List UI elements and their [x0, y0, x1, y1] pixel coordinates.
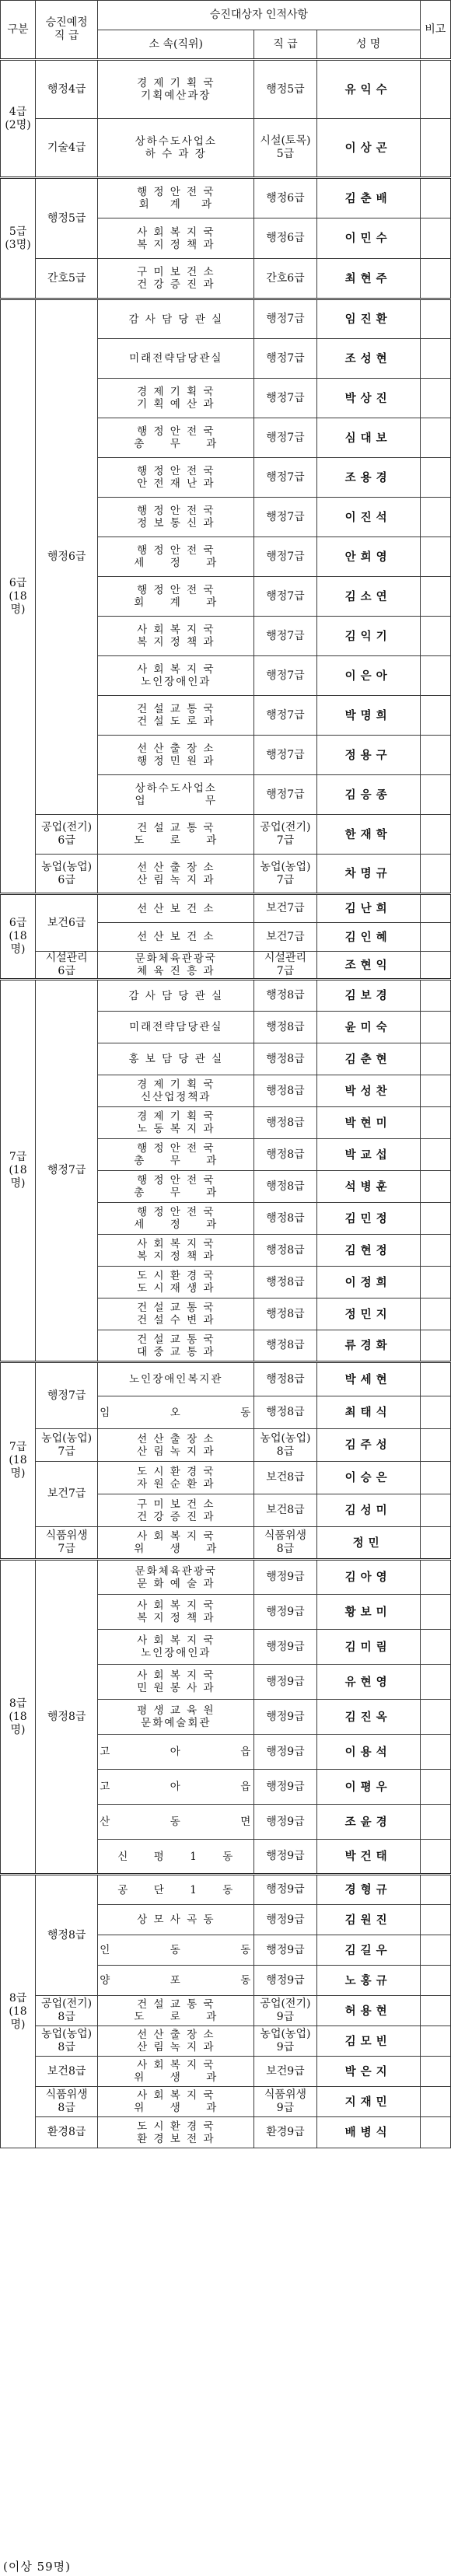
- name-cell: 이정희: [316, 1267, 420, 1298]
- dept-cell: 선 산 출 장 소 산 림 녹 지 과: [98, 2026, 254, 2057]
- remark-cell: [420, 1665, 450, 1700]
- rank-cell: 행정6급: [254, 178, 316, 218]
- remark-cell: [420, 1171, 450, 1203]
- remark-cell: [420, 1075, 450, 1107]
- rank-cell: 행정8급: [254, 1139, 316, 1171]
- remark-cell: [420, 1107, 450, 1139]
- dept-cell: 구 미 보 건 소 건 강 증 진 과: [98, 259, 254, 299]
- dept-cell: 행 정 안 전 국 회 계 과: [98, 577, 254, 617]
- dept-cell: 상하수도사업소 하 수 과 장: [98, 119, 254, 178]
- table-row: [1, 952, 451, 980]
- rank-cell: 행정6급: [254, 218, 316, 259]
- name-cell: 정민지: [316, 1298, 420, 1330]
- name-cell: 김현정: [316, 1235, 420, 1267]
- rank-cell: 행정7급: [254, 577, 316, 617]
- grade-cell: 행정7급: [36, 1362, 98, 1429]
- remark-cell: [420, 1462, 450, 1494]
- grade-cell: 행정4급: [36, 60, 98, 119]
- remark-cell: [420, 1527, 450, 1560]
- remark-cell: [420, 119, 450, 178]
- rank-cell: 행정8급: [254, 1330, 316, 1362]
- remark-cell: [420, 1494, 450, 1527]
- rank-cell: 행정7급: [254, 617, 316, 656]
- grade-cell: 행정8급: [36, 1560, 98, 1875]
- rank-cell: 행정9급: [254, 1966, 316, 1996]
- rank-cell: 행정8급: [254, 1012, 316, 1043]
- name-cell: 정민: [316, 1527, 420, 1560]
- remark-cell: [420, 218, 450, 259]
- rank-cell: 간호6급: [254, 259, 316, 299]
- rank-cell: 행정8급: [254, 1107, 316, 1139]
- remark-cell: [420, 1267, 450, 1298]
- dept-cell: 행 정 안 전 국 정 보 통 신 과: [98, 498, 254, 537]
- remark-cell: [420, 259, 450, 299]
- name-cell: 김보경: [316, 980, 420, 1012]
- name-cell: 조윤경: [316, 1805, 420, 1840]
- rank-cell: 행정9급: [254, 1905, 316, 1935]
- name-cell: 허용현: [316, 1996, 420, 2026]
- dept-cell: 문화체육관광국 문 화 예 술 과: [98, 1560, 254, 1595]
- remark-cell: [420, 1840, 450, 1875]
- remark-cell: [420, 1630, 450, 1665]
- dept-cell: 도 시 환 경 국 도 시 재 생 과: [98, 1267, 254, 1298]
- remark-cell: [420, 2087, 450, 2117]
- rank-cell: 행정8급: [254, 1171, 316, 1203]
- name-cell: 김원진: [316, 1905, 420, 1935]
- remark-cell: [420, 1396, 450, 1429]
- name-cell: 이평우: [316, 1770, 420, 1805]
- dept-cell: 사 회 복 지 국 민 원 봉 사 과: [98, 1665, 254, 1700]
- grade-cell: 농업(농업) 6급: [36, 855, 98, 894]
- remark-cell: [420, 1770, 450, 1805]
- header-rank: 직 급: [254, 30, 316, 60]
- grade-cell: 농업(농업) 7급: [36, 1429, 98, 1462]
- remark-cell: [420, 379, 450, 418]
- dept-cell: 평 생 교 육 원 문화예술회관: [98, 1700, 254, 1735]
- grade-cell: 보건7급: [36, 1462, 98, 1527]
- category-cell: 7급 (18명): [1, 1362, 36, 1560]
- name-cell: 이승은: [316, 1462, 420, 1494]
- dept-cell: 구 미 보 건 소 건 강 증 진 과: [98, 1494, 254, 1527]
- remark-cell: [420, 2026, 450, 2057]
- rank-cell: 행정9급: [254, 1840, 316, 1875]
- rank-cell: 행정8급: [254, 1203, 316, 1235]
- dept-cell: 사 회 복 지 국 복 지 정 책 과: [98, 617, 254, 656]
- dept-cell: 행 정 안 전 국 총 무 과: [98, 1139, 254, 1171]
- category-cell: 4급 (2명): [1, 60, 36, 178]
- rank-cell: 행정9급: [254, 1665, 316, 1700]
- name-cell: 조현익: [316, 952, 420, 980]
- rank-cell: 행정8급: [254, 1396, 316, 1429]
- remark-cell: [420, 1362, 450, 1396]
- rank-cell: 보건7급: [254, 923, 316, 952]
- category-cell: 8급 (18명): [1, 1560, 36, 1875]
- rank-cell: 행정9급: [254, 1875, 316, 1905]
- rank-cell: 보건8급: [254, 1462, 316, 1494]
- dept-cell: 노인장애인복지관: [98, 1362, 254, 1396]
- dept-cell: 양 포 동: [98, 1966, 254, 1996]
- name-cell: 지재민: [316, 2087, 420, 2117]
- name-cell: 김모빈: [316, 2026, 420, 2057]
- remark-cell: [420, 775, 450, 815]
- remark-cell: [420, 458, 450, 498]
- table-row: [1, 2057, 451, 2087]
- rank-cell: 공업(전기) 7급: [254, 815, 316, 855]
- remark-cell: [420, 299, 450, 339]
- rank-cell: 보건8급: [254, 1494, 316, 1527]
- rank-cell: 행정8급: [254, 1362, 316, 1396]
- remark-cell: [420, 577, 450, 617]
- rank-cell: 행정7급: [254, 736, 316, 775]
- name-cell: 김춘배: [316, 178, 420, 218]
- remark-cell: [420, 952, 450, 980]
- rank-cell: 농업(농업) 7급: [254, 855, 316, 894]
- remark-cell: [420, 1805, 450, 1840]
- name-cell: 최태식: [316, 1396, 420, 1429]
- table-row: [1, 178, 451, 218]
- grade-cell: 보건8급: [36, 2057, 98, 2087]
- dept-cell: 고 아 읍: [98, 1770, 254, 1805]
- name-cell: 조용경: [316, 458, 420, 498]
- remark-cell: [420, 656, 450, 696]
- rank-cell: 행정9급: [254, 1700, 316, 1735]
- remark-cell: [420, 1996, 450, 2026]
- rank-cell: 행정7급: [254, 498, 316, 537]
- rank-cell: 보건9급: [254, 2057, 316, 2087]
- dept-cell: 건 설 교 통 국 도 로 과: [98, 815, 254, 855]
- table-row: [1, 119, 451, 178]
- name-cell: 박세현: [316, 1362, 420, 1396]
- dept-cell: 선 산 출 장 소 산 림 녹 지 과: [98, 855, 254, 894]
- name-cell: 안희영: [316, 537, 420, 577]
- grade-cell: 공업(전기) 8급: [36, 1996, 98, 2026]
- rank-cell: 농업(농업) 8급: [254, 1429, 316, 1462]
- rank-cell: 행정9급: [254, 1935, 316, 1966]
- table-row: [1, 1362, 451, 1396]
- dept-cell: 행 정 안 전 국 총 무 과: [98, 418, 254, 458]
- name-cell: 김소연: [316, 577, 420, 617]
- rank-cell: 행정5급: [254, 60, 316, 119]
- dept-cell: 임 오 동: [98, 1396, 254, 1429]
- dept-cell: 경 제 기 획 국 노 동 복 지 과: [98, 1107, 254, 1139]
- footnote: (이상 59명): [3, 2560, 72, 2574]
- dept-cell: 행 정 안 전 국 세 정 과: [98, 537, 254, 577]
- remark-cell: [420, 1735, 450, 1770]
- rank-cell: 행정9급: [254, 1560, 316, 1595]
- dept-cell: 미래전략담당관실: [98, 339, 254, 379]
- name-cell: 박상진: [316, 379, 420, 418]
- rank-cell: 행정7급: [254, 379, 316, 418]
- name-cell: 유현영: [316, 1665, 420, 1700]
- dept-cell: 미래전략담당관실: [98, 1012, 254, 1043]
- rank-cell: 행정9급: [254, 1735, 316, 1770]
- remark-cell: [420, 418, 450, 458]
- name-cell: 류경화: [316, 1330, 420, 1362]
- rank-cell: 행정8급: [254, 980, 316, 1012]
- dept-cell: 인 동 동: [98, 1935, 254, 1966]
- table-row: [1, 855, 451, 894]
- grade-cell: 행정8급: [36, 1875, 98, 1996]
- table-row: [1, 2087, 451, 2117]
- table-row: [1, 2117, 451, 2148]
- grade-cell: 식품위생 7급: [36, 1527, 98, 1560]
- table-row: [1, 299, 451, 339]
- rank-cell: 식품위생 8급: [254, 1527, 316, 1560]
- grade-cell: 행정6급: [36, 299, 98, 815]
- name-cell: 김응종: [316, 775, 420, 815]
- name-cell: 김주성: [316, 1429, 420, 1462]
- grade-cell: 보건6급: [36, 894, 98, 952]
- name-cell: 김난희: [316, 894, 420, 923]
- dept-cell: 선 산 보 건 소: [98, 923, 254, 952]
- name-cell: 박현미: [316, 1107, 420, 1139]
- header-grade: 승진예정 직 급: [36, 1, 98, 60]
- dept-cell: 건 설 교 통 국 건 설 도 로 과: [98, 696, 254, 736]
- grade-cell: 기술4급: [36, 119, 98, 178]
- table-row: [1, 1875, 451, 1905]
- name-cell: 조성현: [316, 339, 420, 379]
- name-cell: 박명희: [316, 696, 420, 736]
- name-cell: 최현주: [316, 259, 420, 299]
- table-row: [1, 815, 451, 855]
- rank-cell: 시설관리 7급: [254, 952, 316, 980]
- name-cell: 심대보: [316, 418, 420, 458]
- remark-cell: [420, 617, 450, 656]
- remark-cell: [420, 1330, 450, 1362]
- rank-cell: 행정9급: [254, 1630, 316, 1665]
- remark-cell: [420, 1905, 450, 1935]
- table-row: [1, 980, 451, 1012]
- dept-cell: 문화체육관광국 체 육 진 흥 과: [98, 952, 254, 980]
- category-cell: 7급 (18명): [1, 980, 36, 1362]
- table-row: [1, 894, 451, 923]
- grade-cell: 식품위생 8급: [36, 2087, 98, 2117]
- dept-cell: 상 모 사 곡 동: [98, 1905, 254, 1935]
- grade-cell: 행정5급: [36, 178, 98, 259]
- remark-cell: [420, 923, 450, 952]
- name-cell: 정용구: [316, 736, 420, 775]
- category-cell: 5급 (3명): [1, 178, 36, 299]
- dept-cell: 행 정 안 전 국 총 무 과: [98, 1171, 254, 1203]
- name-cell: 이은아: [316, 656, 420, 696]
- remark-cell: [420, 980, 450, 1012]
- table-row: [1, 1429, 451, 1462]
- rank-cell: 행정7급: [254, 656, 316, 696]
- remark-cell: [420, 1875, 450, 1905]
- remark-cell: [420, 1298, 450, 1330]
- grade-cell: 행정7급: [36, 980, 98, 1362]
- rank-cell: 행정8급: [254, 1235, 316, 1267]
- dept-cell: 행 정 안 전 국 세 정 과: [98, 1203, 254, 1235]
- rank-cell: 행정8급: [254, 1043, 316, 1075]
- remark-cell: [420, 1043, 450, 1075]
- remark-cell: [420, 1560, 450, 1595]
- dept-cell: 경 제 기 획 국 기획예산과장: [98, 60, 254, 119]
- rank-cell: 환경9급: [254, 2117, 316, 2148]
- dept-cell: 산 동 면: [98, 1805, 254, 1840]
- name-cell: 유익수: [316, 60, 420, 119]
- name-cell: 김길우: [316, 1935, 420, 1966]
- header-dept: 소 속(직위): [98, 30, 254, 60]
- remark-cell: [420, 1139, 450, 1171]
- dept-cell: 건 설 교 통 국 건 설 수 변 과: [98, 1298, 254, 1330]
- name-cell: 윤미숙: [316, 1012, 420, 1043]
- table-row: [1, 1560, 451, 1595]
- rank-cell: 행정8급: [254, 1075, 316, 1107]
- remark-cell: [420, 1700, 450, 1735]
- category-cell: 6급 (18명): [1, 299, 36, 894]
- rank-cell: 행정7급: [254, 537, 316, 577]
- rank-cell: 행정7급: [254, 775, 316, 815]
- rank-cell: 시설(토목) 5급: [254, 119, 316, 178]
- name-cell: 김미림: [316, 1630, 420, 1665]
- header-category: 구분: [1, 1, 36, 60]
- name-cell: 박건태: [316, 1840, 420, 1875]
- header-remark: 비고: [420, 1, 450, 60]
- rank-cell: 행정7급: [254, 299, 316, 339]
- dept-cell: 상하수도사업소 업 무: [98, 775, 254, 815]
- name-cell: 한재학: [316, 815, 420, 855]
- remark-cell: [420, 178, 450, 218]
- name-cell: 이상곤: [316, 119, 420, 178]
- rank-cell: 행정7급: [254, 339, 316, 379]
- dept-cell: 공 단 1 동: [98, 1875, 254, 1905]
- rank-cell: 식품위생 9급: [254, 2087, 316, 2117]
- rank-cell: 농업(농업) 9급: [254, 2026, 316, 2057]
- remark-cell: [420, 1595, 450, 1630]
- dept-cell: 감 사 담 당 관 실: [98, 299, 254, 339]
- dept-cell: 신 평 1 동: [98, 1840, 254, 1875]
- remark-cell: [420, 60, 450, 119]
- table-row: [1, 2026, 451, 2057]
- name-cell: 김익기: [316, 617, 420, 656]
- remark-cell: [420, 894, 450, 923]
- grade-cell: 환경8급: [36, 2117, 98, 2148]
- name-cell: 석병훈: [316, 1171, 420, 1203]
- remark-cell: [420, 855, 450, 894]
- name-cell: 이민수: [316, 218, 420, 259]
- dept-cell: 행 정 안 전 국 안 전 재 난 과: [98, 458, 254, 498]
- name-cell: 노홍규: [316, 1966, 420, 1996]
- category-cell: 6급 (18명): [1, 894, 36, 980]
- table-row: [1, 1996, 451, 2026]
- remark-cell: [420, 537, 450, 577]
- header-row-1: [1, 1, 451, 30]
- name-cell: 차명규: [316, 855, 420, 894]
- dept-cell: 사 회 복 지 국 위 생 과: [98, 2057, 254, 2087]
- table-row: [1, 1527, 451, 1560]
- remark-cell: [420, 1012, 450, 1043]
- remark-cell: [420, 1203, 450, 1235]
- name-cell: 김춘현: [316, 1043, 420, 1075]
- rank-cell: 행정7급: [254, 418, 316, 458]
- dept-cell: 홍 보 담 당 관 실: [98, 1043, 254, 1075]
- table-row: [1, 1462, 451, 1494]
- dept-cell: 선 산 보 건 소: [98, 894, 254, 923]
- rank-cell: 보건7급: [254, 894, 316, 923]
- header-name: 성 명: [316, 30, 420, 60]
- name-cell: 황보미: [316, 1595, 420, 1630]
- dept-cell: 선 산 출 장 소 행 정 민 원 과: [98, 736, 254, 775]
- rank-cell: 행정9급: [254, 1770, 316, 1805]
- name-cell: 경형규: [316, 1875, 420, 1905]
- dept-cell: 사 회 복 지 국 복 지 정 책 과: [98, 1595, 254, 1630]
- dept-cell: 사 회 복 지 국 노인장애인과: [98, 1630, 254, 1665]
- remark-cell: [420, 696, 450, 736]
- remark-cell: [420, 2057, 450, 2087]
- name-cell: 김인혜: [316, 923, 420, 952]
- grade-cell: 공업(전기) 6급: [36, 815, 98, 855]
- remark-cell: [420, 736, 450, 775]
- rank-cell: 행정7급: [254, 458, 316, 498]
- dept-cell: 사 회 복 지 국 복 지 정 책 과: [98, 218, 254, 259]
- dept-cell: 사 회 복 지 국 복 지 정 책 과: [98, 1235, 254, 1267]
- rank-cell: 행정8급: [254, 1298, 316, 1330]
- grade-cell: 농업(농업) 8급: [36, 2026, 98, 2057]
- rank-cell: 행정9급: [254, 1595, 316, 1630]
- dept-cell: 경 제 기 획 국 신산업정책과: [98, 1075, 254, 1107]
- dept-cell: 선 산 출 장 소 산 림 녹 지 과: [98, 1429, 254, 1462]
- dept-cell: 건 설 교 통 국 도 로 과: [98, 1996, 254, 2026]
- remark-cell: [420, 2117, 450, 2148]
- dept-cell: 사 회 복 지 국 노인장애인과: [98, 656, 254, 696]
- name-cell: 임진환: [316, 299, 420, 339]
- remark-cell: [420, 1429, 450, 1462]
- dept-cell: 사 회 복 지 국 위 생 과: [98, 1527, 254, 1560]
- remark-cell: [420, 1235, 450, 1267]
- remark-cell: [420, 815, 450, 855]
- name-cell: 박성찬: [316, 1075, 420, 1107]
- grade-cell: 간호5급: [36, 259, 98, 299]
- dept-cell: 사 회 복 지 국 위 생 과: [98, 2087, 254, 2117]
- dept-cell: 경 제 기 획 국 기 획 예 산 과: [98, 379, 254, 418]
- name-cell: 이진석: [316, 498, 420, 537]
- table-row: [1, 259, 451, 299]
- table-row: [1, 60, 451, 119]
- rank-cell: 행정9급: [254, 1805, 316, 1840]
- name-cell: 배병식: [316, 2117, 420, 2148]
- header-group: 승진대상자 인적사항: [98, 1, 420, 30]
- name-cell: 이용석: [316, 1735, 420, 1770]
- remark-cell: [420, 498, 450, 537]
- rank-cell: 공업(전기) 9급: [254, 1996, 316, 2026]
- name-cell: 박은지: [316, 2057, 420, 2087]
- dept-cell: 고 아 읍: [98, 1735, 254, 1770]
- rank-cell: 행정8급: [254, 1267, 316, 1298]
- remark-cell: [420, 1935, 450, 1966]
- remark-cell: [420, 1966, 450, 1996]
- dept-cell: 도 시 환 경 국 자 원 순 환 과: [98, 1462, 254, 1494]
- dept-cell: 감 사 담 당 관 실: [98, 980, 254, 1012]
- dept-cell: 도 시 환 경 국 환 경 보 전 과: [98, 2117, 254, 2148]
- dept-cell: 건 설 교 통 국 대 중 교 통 과: [98, 1330, 254, 1362]
- name-cell: 김성미: [316, 1494, 420, 1527]
- dept-cell: 행 정 안 전 국 회 계 과: [98, 178, 254, 218]
- name-cell: 김민정: [316, 1203, 420, 1235]
- category-cell: 8급 (18명): [1, 1875, 36, 2148]
- rank-cell: 행정7급: [254, 696, 316, 736]
- remark-cell: [420, 339, 450, 379]
- name-cell: 김아영: [316, 1560, 420, 1595]
- name-cell: 박교섭: [316, 1139, 420, 1171]
- grade-cell: 시설관리 6급: [36, 952, 98, 980]
- name-cell: 김진옥: [316, 1700, 420, 1735]
